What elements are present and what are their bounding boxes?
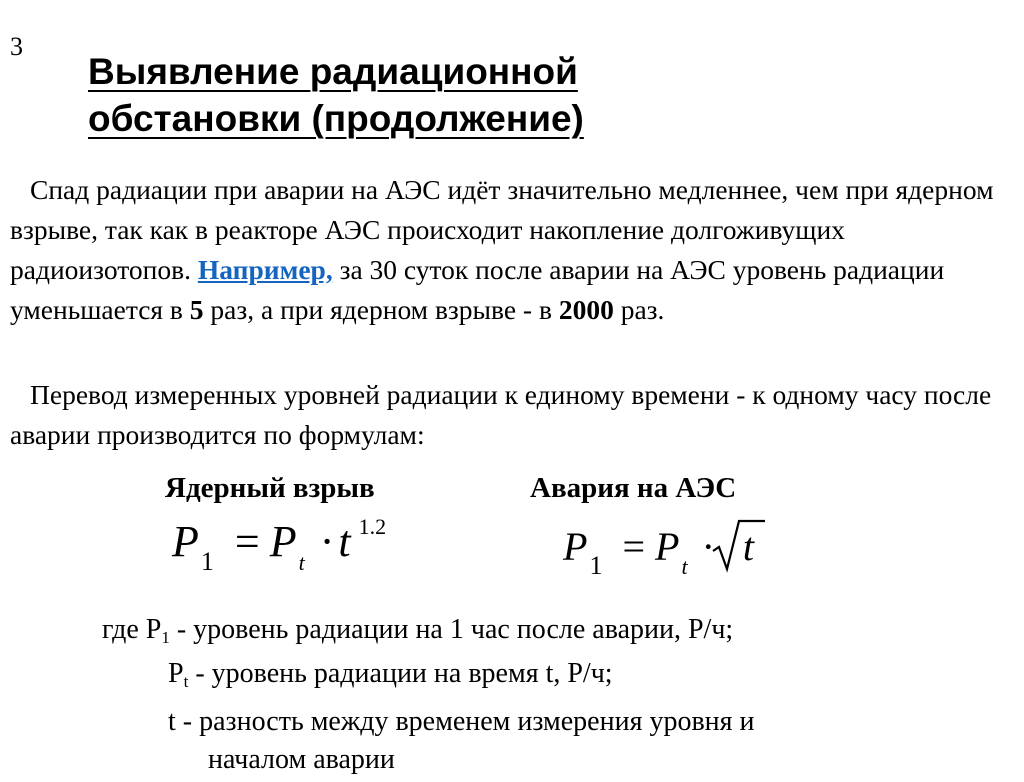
para1-text-start: Спад радиации при аварии на АЭС идёт значительно медленнее, чем при ядерном взрыве, так как в реакторе АЭС происходит накопление долгоживущих радиоизотопов.	[10, 174, 994, 285]
title-line-2: обстановки (продолжение)	[88, 98, 584, 139]
formula-npp-rhs: P	[655, 524, 680, 569]
paragraph-decay	[10, 170, 1010, 330]
legend-t-continued: началом аварии	[208, 744, 395, 775]
legend-pt-text: - уровень радиации на время t, Р/ч;	[188, 658, 613, 689]
formula-nuclear-rhs: P	[269, 517, 297, 566]
formula-npp-dot: ·	[701, 524, 715, 569]
formula-nuclear-lhs: P	[172, 517, 199, 566]
slide-title	[88, 48, 584, 142]
formula-nuclear-exponent: 1.2	[358, 514, 387, 539]
formula-npp-lhs-sub: 1	[589, 551, 603, 580]
para1-text-end: раз.	[613, 294, 665, 325]
formula-nuclear-var: t	[338, 517, 351, 566]
sqrt-symbol-icon	[713, 519, 765, 575]
para1-text-middle: раз, а при ядерном взрыве - в	[203, 294, 559, 325]
formula-npp-lhs: P	[563, 524, 588, 569]
title-line-1: Выявление радиационной	[88, 51, 578, 92]
slide-number: 3	[10, 32, 23, 61]
formula-nuclear-dot: ·	[319, 517, 335, 566]
nuclear-factor: 2000	[558, 294, 614, 325]
para1-text-after-link: за 30 суток после аварии на АЭС уровень радиации уменьшается в	[10, 254, 945, 325]
formula-nuclear	[172, 514, 387, 576]
legend-p1-symbol: где P	[102, 614, 162, 645]
sqrt-expression	[719, 523, 754, 570]
formula-label-npp: Авария на АЭС	[530, 472, 737, 504]
npp-factor: 5	[189, 294, 204, 325]
legend-p1-sub: 1	[161, 628, 170, 647]
formula-npp-eq: =	[622, 524, 645, 569]
formula-nuclear-lhs-sub: 1	[200, 547, 214, 576]
formula-nuclear-eq: =	[234, 517, 260, 566]
paragraph-conversion: Перевод измеренных уровней радиации к единому времени - к одному часу после аварии производится по формулам:	[10, 379, 992, 450]
legend-pt	[168, 652, 613, 704]
legend-pt-symbol: P	[168, 658, 184, 689]
formula-npp-rhs-sub: t	[681, 554, 688, 579]
legend-t: t - разность между временем измерения уровня и	[168, 706, 755, 737]
example-link[interactable]: Например,	[197, 254, 333, 285]
formula-npp	[563, 523, 755, 580]
formula-nuclear-rhs-sub: t	[298, 550, 305, 575]
formula-label-nuclear: Ядерный взрыв	[165, 472, 375, 504]
legend-p1-text: - уровень радиации на 1 час после аварии, Р/ч;	[169, 614, 734, 645]
formula-npp-var: t	[742, 524, 755, 569]
legend-pt-sub: t	[183, 672, 189, 691]
